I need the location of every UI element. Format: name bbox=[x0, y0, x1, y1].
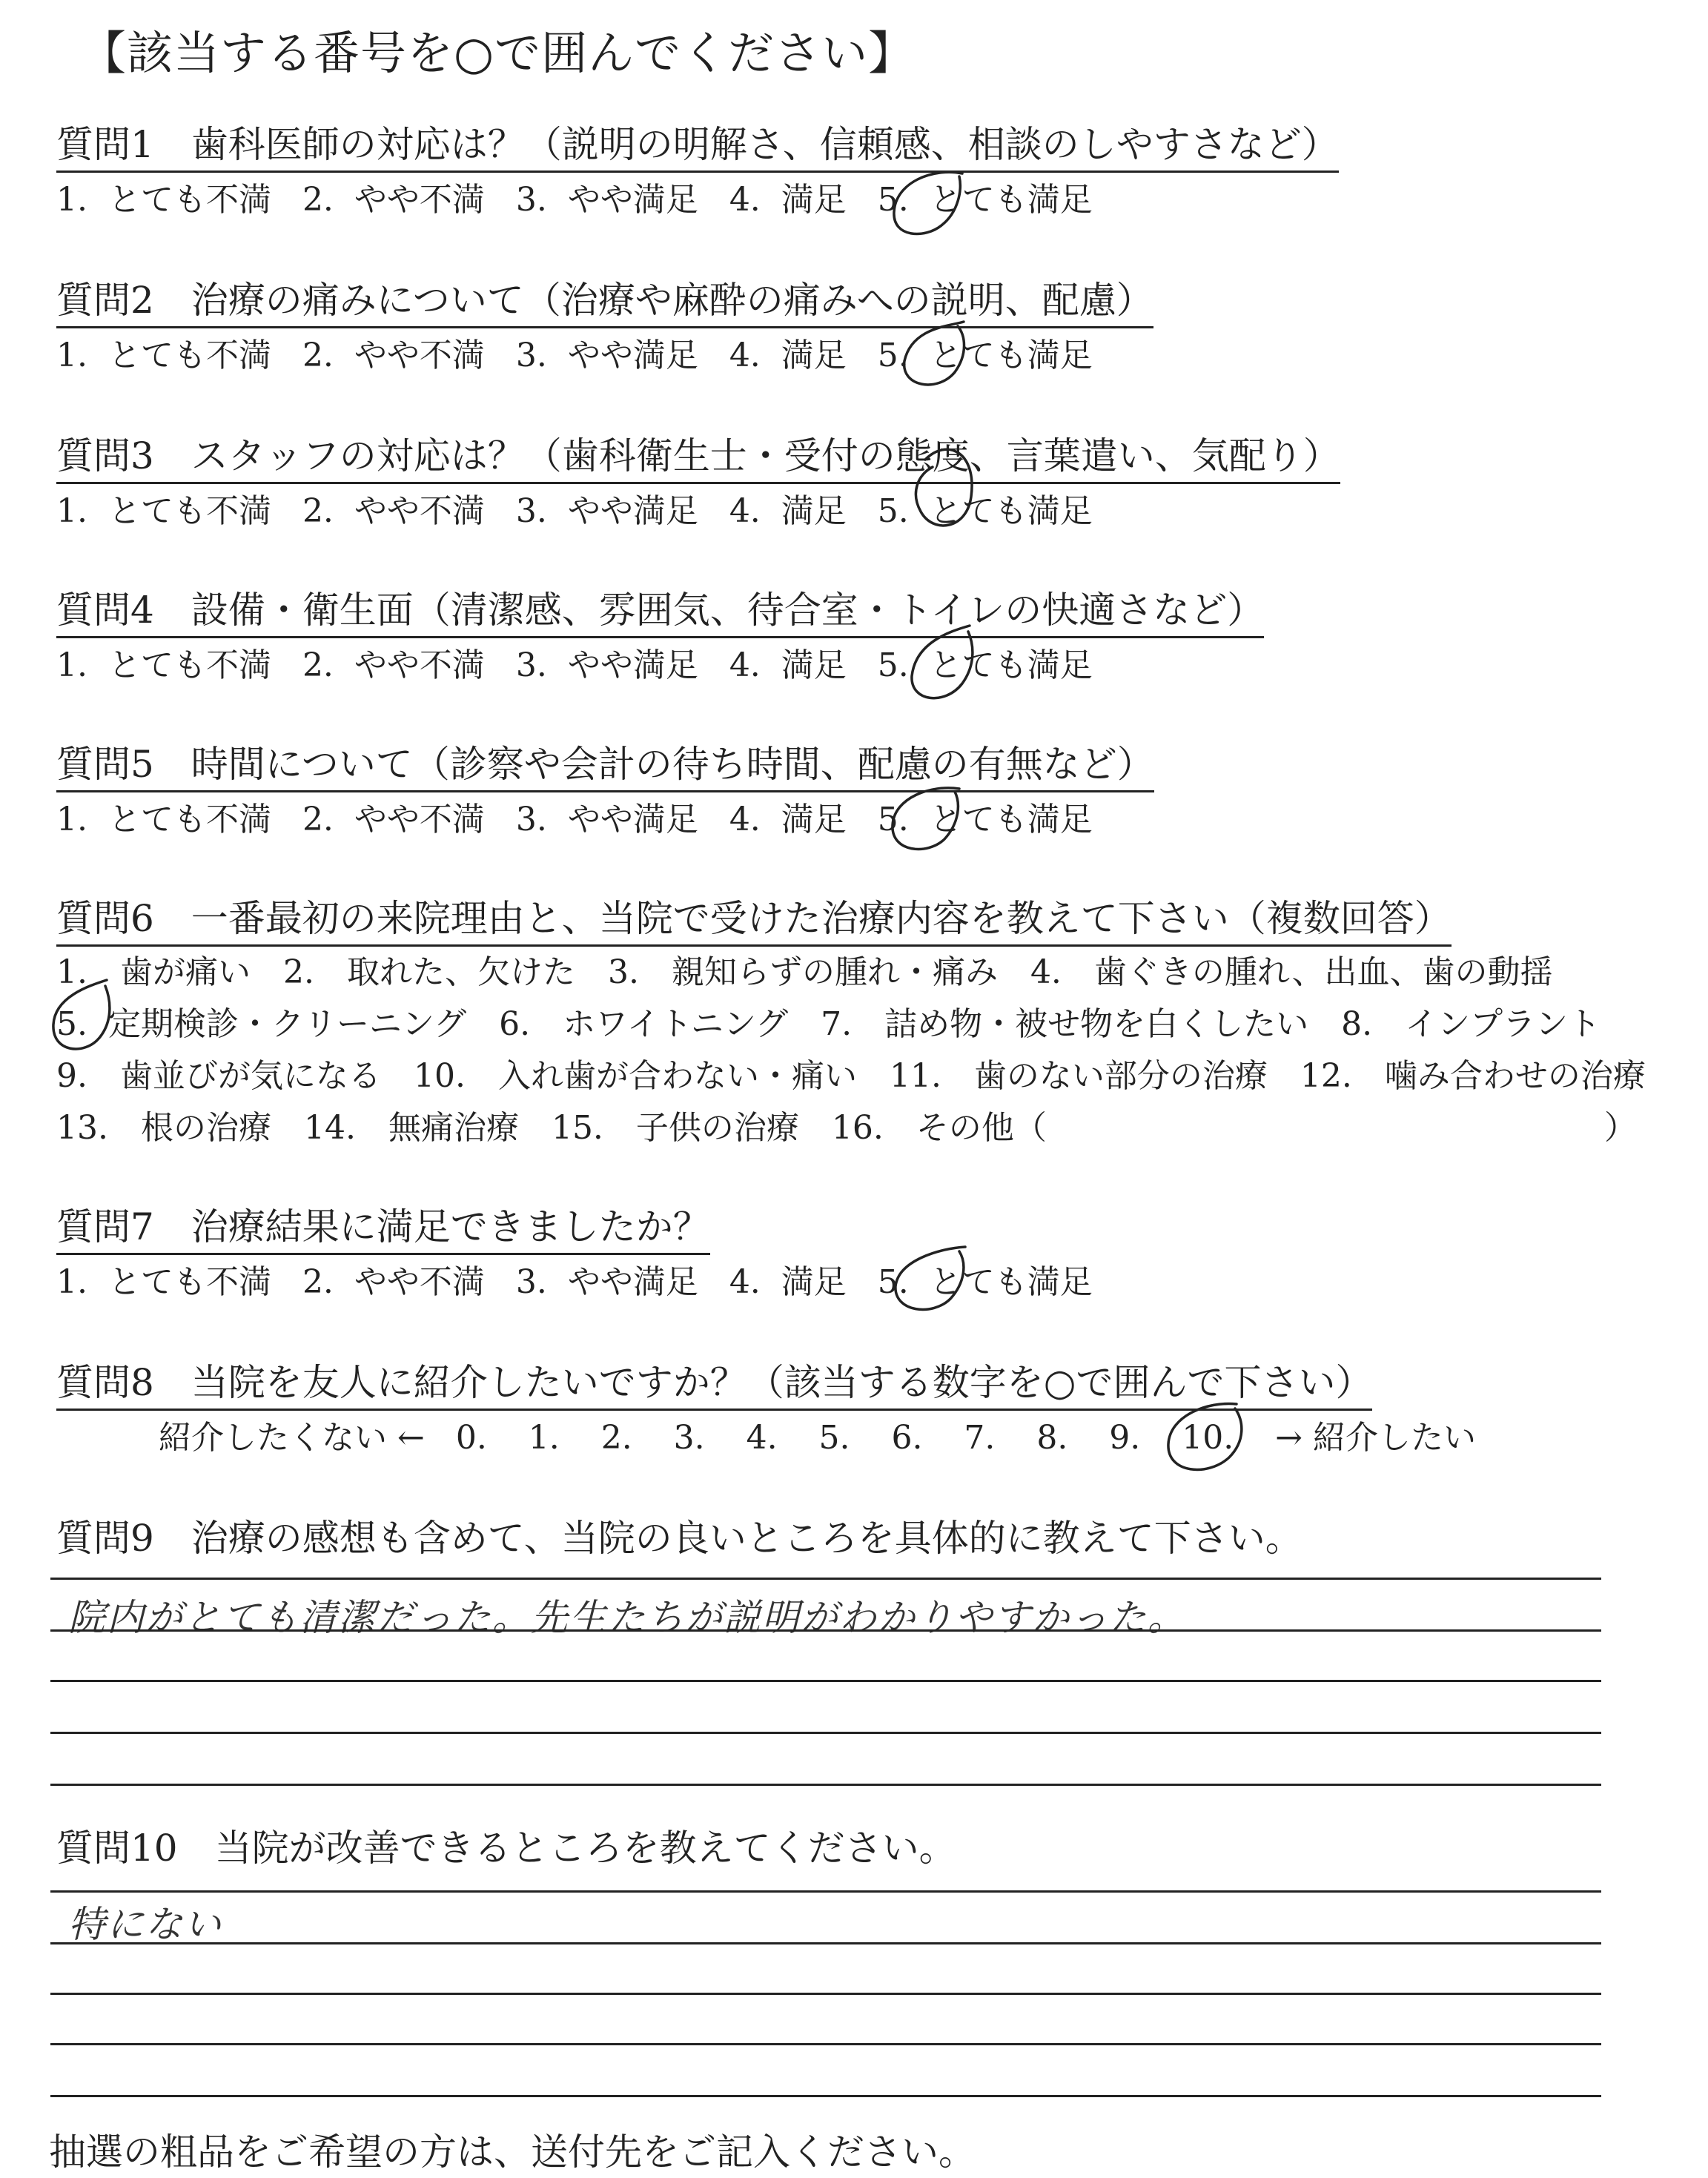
option-4-number[interactable]: 4. bbox=[729, 646, 761, 684]
score-0[interactable]: 0. bbox=[455, 1419, 487, 1457]
selection-circle bbox=[903, 430, 984, 541]
option-5-label: とても満足 bbox=[929, 1263, 1093, 1301]
option-5-label: とても満足 bbox=[929, 801, 1093, 838]
option-1-number[interactable]: 1. bbox=[56, 492, 87, 530]
selection-circle bbox=[887, 784, 976, 858]
answer-line bbox=[50, 2043, 1601, 2045]
option-5-number[interactable]: 5. bbox=[877, 1263, 909, 1301]
scale-left-label: 紹介したくない ← bbox=[159, 1419, 425, 1457]
option-1-number[interactable]: 1. bbox=[56, 337, 87, 374]
question-8-title: 質問8 当院を友人に紹介したいですか？（該当する数字を○で囲んで下さい） bbox=[56, 1358, 1372, 1411]
footer-note: 抽選の粗品をご希望の方は、送付先をご記入ください。 bbox=[49, 2131, 976, 2174]
question-9-answer[interactable]: 院内がとても清潔だった。先生たちが説明がわかりやすかった。 bbox=[68, 1596, 1186, 1639]
question-8-scale bbox=[159, 1417, 1476, 1459]
question-10-title: 質問10 当院が改善できるところを教えてください。 bbox=[56, 1827, 956, 1870]
option-5-number[interactable]: 5. bbox=[877, 337, 909, 374]
option-3-number[interactable]: 3. bbox=[515, 181, 547, 219]
question-1-title: 質問1 歯科医師の対応は？（説明の明解さ、信頼感、相談のしやすさなど） bbox=[56, 120, 1339, 173]
option-4-label: 満足 bbox=[781, 337, 847, 374]
option-4-number[interactable]: 4. bbox=[729, 181, 761, 219]
option-4-label: 満足 bbox=[781, 1263, 847, 1301]
answer-line bbox=[50, 1680, 1601, 1682]
option-3-number[interactable]: 3. bbox=[515, 492, 547, 530]
option-2-label: やや不満 bbox=[354, 181, 485, 219]
selection-circle bbox=[897, 320, 979, 402]
option-4-number[interactable]: 4. bbox=[729, 1263, 761, 1301]
option-3-number[interactable]: 3. bbox=[515, 1263, 547, 1301]
option-3-label: やや満足 bbox=[567, 646, 698, 684]
question-5-title: 質問5 時間について（診察や会計の待ち時間、配慮の有無など） bbox=[56, 740, 1154, 792]
option-1-number[interactable]: 1. bbox=[56, 181, 87, 219]
option-2-number[interactable]: 2. bbox=[302, 181, 334, 219]
option-1-label: とても不満 bbox=[107, 181, 271, 219]
option-3-number[interactable]: 3. bbox=[515, 337, 547, 374]
score-4[interactable]: 4. bbox=[746, 1419, 778, 1457]
score-1[interactable]: 1. bbox=[528, 1419, 560, 1457]
option-2-number[interactable]: 2. bbox=[302, 801, 334, 838]
score-5[interactable]: 5. bbox=[818, 1419, 850, 1457]
answer-line bbox=[50, 1784, 1601, 1786]
option-3-number[interactable]: 3. bbox=[515, 801, 547, 838]
option-4-label: 満足 bbox=[781, 181, 847, 219]
score-2[interactable]: 2. bbox=[600, 1419, 632, 1457]
score-6[interactable]: 6. bbox=[891, 1419, 923, 1457]
option-5-label: とても満足 bbox=[929, 646, 1093, 684]
question-6-row-4[interactable]: 13. 根の治療 14. 無痛治療 15. 子供の治療 16. その他（ bbox=[56, 1109, 1047, 1147]
question-2-title: 質問2 治療の痛みについて（治療や麻酔の痛みへの説明、配慮） bbox=[56, 276, 1153, 328]
option-2-number[interactable]: 2. bbox=[302, 646, 334, 684]
option-5-label: とても満足 bbox=[929, 337, 1093, 374]
option-3-label: やや満足 bbox=[567, 1263, 698, 1301]
option-3-label: やや満足 bbox=[567, 337, 698, 374]
question-9-title: 質問9 治療の感想も含めて、当院の良いところを具体的に教えて下さい。 bbox=[56, 1517, 1302, 1560]
answer-line bbox=[50, 2095, 1601, 2097]
option-2-label: やや不満 bbox=[354, 646, 485, 684]
selection-circle bbox=[888, 1245, 977, 1320]
option-2-label: やや不満 bbox=[354, 1263, 485, 1301]
question-4-title: 質問4 設備・衛生面（清潔感、雰囲気、待合室・トイレの快適さなど） bbox=[56, 586, 1264, 638]
answer-line bbox=[50, 1732, 1601, 1734]
option-3-label: やや満足 bbox=[567, 801, 698, 838]
option-1-label: とても不満 bbox=[107, 1263, 271, 1301]
answer-line bbox=[50, 1942, 1601, 1944]
option-5-label: とても満足 bbox=[929, 492, 1093, 530]
option-2-number[interactable]: 2. bbox=[302, 1263, 334, 1301]
option-4-number[interactable]: 4. bbox=[729, 337, 761, 374]
option-5-label: とても満足 bbox=[929, 181, 1093, 219]
option-2-number[interactable]: 2. bbox=[302, 337, 334, 374]
option-row-2-text[interactable]: 定期検診・クリーニング 6. ホワイトニング 7. 詰め物・被せ物を白くしたい 8. インプラント bbox=[107, 1005, 1601, 1043]
option-2-label: やや不満 bbox=[354, 801, 485, 838]
option-5-number[interactable]: 5. bbox=[877, 492, 909, 530]
option-4-number[interactable]: 4. bbox=[729, 492, 761, 530]
question-7-title: 質問7 治療結果に満足できましたか？ bbox=[56, 1202, 710, 1255]
option-1-number[interactable]: 1. bbox=[56, 1263, 87, 1301]
question-10-answer[interactable]: 特にない bbox=[68, 1903, 222, 1946]
option-1-number[interactable]: 1. bbox=[56, 646, 87, 684]
question-6-row-2 bbox=[56, 1004, 1601, 1045]
score-7[interactable]: 7. bbox=[964, 1419, 996, 1457]
selection-circle bbox=[1162, 1401, 1259, 1483]
option-3-label: やや満足 bbox=[567, 181, 698, 219]
question-6-row-3[interactable]: 9. 歯並びが気になる 10. 入れ歯が合わない・痛い 11. 歯のない部分の治療 12. 噛み合わせの治療 bbox=[56, 1057, 1646, 1095]
option-1-label: とても不満 bbox=[107, 646, 271, 684]
scale-right-label: → 紹介したい bbox=[1275, 1419, 1476, 1457]
score-10[interactable]: 10. bbox=[1182, 1419, 1234, 1457]
selection-circle bbox=[888, 168, 977, 242]
selection-circle bbox=[47, 979, 122, 1060]
selection-circle bbox=[904, 624, 986, 713]
option-3-number[interactable]: 3. bbox=[515, 646, 547, 684]
option-3-label: やや満足 bbox=[567, 492, 698, 530]
option-4-label: 満足 bbox=[781, 646, 847, 684]
option-1-label: とても不満 bbox=[107, 801, 271, 838]
option-4-number[interactable]: 4. bbox=[729, 801, 761, 838]
option-5-number[interactable]: 5. bbox=[877, 646, 909, 684]
option-2-number[interactable]: 2. bbox=[302, 492, 334, 530]
option-1-number[interactable]: 1. bbox=[56, 801, 87, 838]
option-5-number[interactable]: 5. bbox=[56, 1005, 87, 1043]
option-4-label: 満足 bbox=[781, 801, 847, 838]
option-2-label: やや不満 bbox=[354, 337, 485, 374]
other-close-paren: ） bbox=[1604, 1109, 1637, 1147]
answer-line bbox=[50, 1993, 1601, 1995]
option-5-number[interactable]: 5. bbox=[877, 801, 909, 838]
option-1-label: とても不満 bbox=[107, 492, 271, 530]
form-title: 【該当する番号を○で囲んでください】 bbox=[80, 26, 916, 80]
option-2-label: やや不満 bbox=[354, 492, 485, 530]
question-6-row-1[interactable]: 1. 歯が痛い 2. 取れた、欠けた 3. 親知らずの腫れ・痛み 4. 歯ぐきの腫れ、出血、歯の動揺 bbox=[56, 953, 1553, 991]
answer-line bbox=[50, 1578, 1601, 1580]
option-5-number[interactable]: 5. bbox=[877, 181, 909, 219]
score-9[interactable]: 9. bbox=[1109, 1419, 1141, 1457]
question-3-title: 質問3 スタッフの対応は？（歯科衛生士・受付の態度、言葉遣い、気配り） bbox=[56, 431, 1340, 484]
answer-line bbox=[50, 1629, 1601, 1632]
answer-line bbox=[50, 1890, 1601, 1893]
option-1-label: とても不満 bbox=[107, 337, 271, 374]
question-6-title: 質問6 一番最初の来院理由と、当院で受けた治療内容を教えて下さい（複数回答） bbox=[56, 894, 1452, 947]
option-4-label: 満足 bbox=[781, 492, 847, 530]
score-3[interactable]: 3. bbox=[673, 1419, 705, 1457]
score-8[interactable]: 8. bbox=[1036, 1419, 1068, 1457]
